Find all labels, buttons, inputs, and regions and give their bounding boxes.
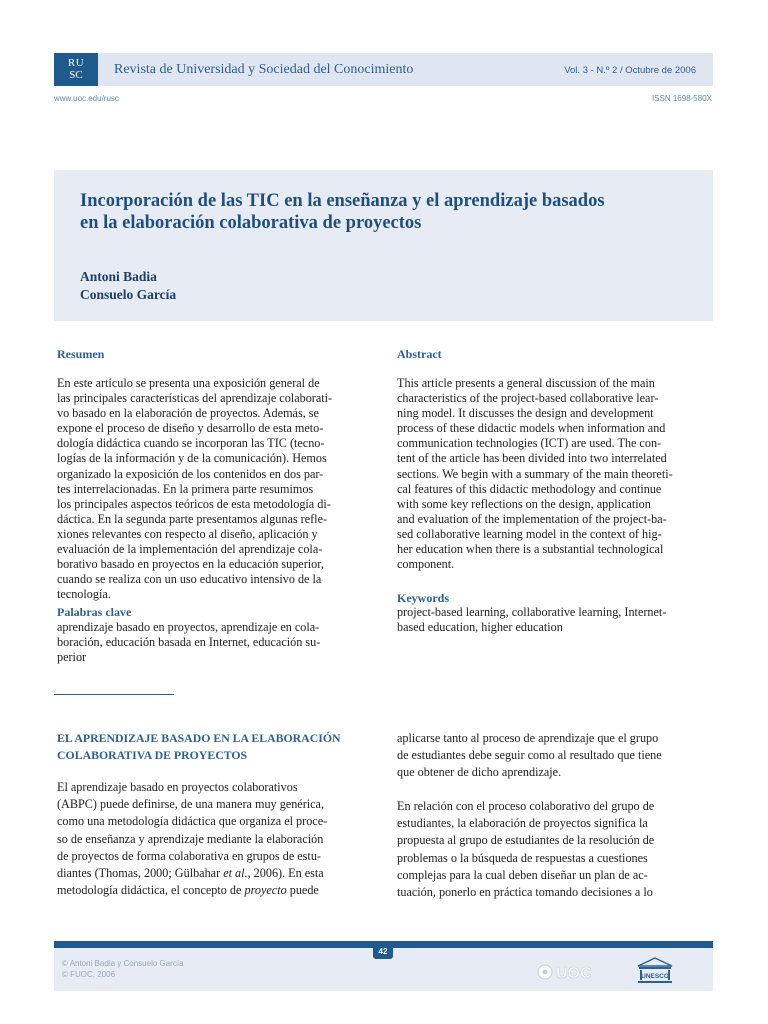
article-title — [80, 190, 700, 234]
text-line: como una metodología didáctica que organiza el proce- — [57, 814, 328, 829]
text-line: complejas para la cual deben diseñar un plan de ac- — [397, 867, 648, 882]
issn-label: ISSN 1698-580X — [651, 94, 712, 103]
palabras-clave-heading: Palabras clave — [57, 605, 132, 619]
article-title-line: Incorporación de las TIC en la enseñanza y el aprendizaje basados — [80, 191, 605, 211]
text-line: de estudiantes debe seguir como al resultado que tiene — [397, 748, 662, 763]
journal-logo — [54, 53, 98, 86]
section-title-line: EL APRENDIZAJE BASADO EN LA ELABORACIÓN — [57, 731, 341, 745]
text-line: tent of the article has been divided into two interrelated — [397, 451, 667, 466]
text-line: diantes (Thomas, 2000; Gülbahar et al., 2006). En esta — [57, 866, 324, 881]
body-right-paragraph — [397, 798, 654, 901]
volume-info: Vol. 3 - N.º 2 / Octubre de 2006 — [564, 65, 696, 76]
text-line: tes interrelacionadas. En la primera parte resumimos — [57, 481, 314, 496]
unesco-temple-icon — [636, 957, 674, 985]
text-line: This article presents a general discussion of the main — [397, 376, 655, 390]
logo-top-text: RU — [67, 57, 85, 69]
section-title — [57, 730, 341, 764]
text-line: xiones relevantes con respecto al diseño, aplicación y — [57, 526, 318, 541]
text-line: sections. We begin with a summary of the main theoreti- — [397, 466, 673, 481]
text-line: expone el proceso de diseño y desarrollo de esta meto- — [57, 421, 324, 436]
text-line: tuación, ponerlo en práctica tomando decisiones a lo — [397, 885, 653, 900]
text-line: dáctica. En la segunda parte presentamos algunas refle- — [57, 511, 328, 526]
text-line: dología didáctica cuando se incorporan las TIC (tecno- — [57, 436, 325, 451]
author-name: Antoni Badia — [80, 269, 157, 284]
text-line: process of these didactic models when information and — [397, 421, 666, 436]
text-line: ning model. It discusses the design and development — [397, 406, 654, 421]
author-list — [80, 268, 176, 304]
text-line: borativo basado en proyectos en la educación superior, — [57, 557, 324, 572]
palabras-clave-text — [57, 620, 373, 665]
text-line: with some key reflections on the design, application — [397, 496, 651, 511]
abstract-heading: Abstract — [397, 347, 442, 361]
resumen-heading: Resumen — [57, 347, 105, 361]
text-line: based education, higher education — [397, 620, 563, 635]
text-line: El aprendizaje basado en proyectos colaborativos — [57, 780, 298, 794]
text-line: las principales características del aprendizaje colaborati- — [57, 391, 333, 406]
journal-title: Revista de Universidad y Sociedad del Conocimiento — [114, 62, 414, 77]
text-line: problemas o la búsqueda de respuestas a cuestiones — [397, 850, 648, 865]
uoc-logo-icon — [537, 962, 607, 982]
body-left-paragraph — [57, 779, 327, 899]
article-title-line: en la elaboración colaborativa de proyectos — [80, 213, 422, 233]
text-line: propuesta al grupo de estudiantes de la resolución de — [397, 833, 655, 848]
text-line: aplicarse tanto al proceso de aprendizaje que el grupo — [397, 731, 659, 745]
text-line: component. — [397, 557, 455, 572]
text-line: los principales aspectos teóricos de esta metodología di- — [57, 496, 331, 511]
text-line: perior — [57, 650, 87, 665]
text-line: (ABPC) puede definirse, de una manera muy genérica, — [57, 797, 325, 812]
abstract-text — [397, 376, 713, 572]
text-line: sed collaborative learning model in the context of hig- — [397, 526, 662, 541]
text-line: so de enseñanza y aprendizaje mediante la elaboración — [57, 831, 324, 846]
text-line: aprendizaje basado en proyectos, aprendizaje en cola- — [57, 620, 320, 634]
text-line: estudiantes, la elaboración de proyectos significa la — [397, 816, 648, 831]
author-name: Consuelo García — [80, 287, 177, 302]
uoc-logo — [537, 962, 607, 987]
text-line: metodología didáctica, el concepto de proyecto puede — [57, 883, 319, 898]
text-line: tecnología. — [57, 587, 111, 602]
text-line: project-based learning, collaborative learning, Internet- — [397, 605, 667, 619]
text-line: evaluación de la implementación del aprendizaje cola- — [57, 542, 323, 557]
resumen-text — [57, 376, 373, 602]
footer-authors: © Antoni Badia y Consuelo García — [62, 959, 184, 968]
footer-copyright: © FUOC, 2006 — [62, 970, 116, 979]
logo-bottom-text: SC — [69, 69, 83, 81]
site-url-link[interactable]: www.uoc.edu/rusc — [54, 94, 119, 103]
text-line: organizado la exposición de los contenidos en dos par- — [57, 466, 324, 481]
text-line: En relación con el proceso colaborativo del grupo de — [397, 799, 655, 813]
text-line: de proyectos de forma colaborativa en grupos de estu- — [57, 848, 321, 863]
text-line: her education when there is a substantial technological — [397, 542, 664, 557]
text-line: communication technologies (ICT) are used. The con- — [397, 436, 662, 451]
page-number: 42 — [373, 945, 393, 959]
text-line: cal features of this didactic methodology and continue — [397, 481, 662, 496]
text-line: logías de la información y de la comunicación). Hemos — [57, 451, 327, 466]
keywords-heading: Keywords — [397, 591, 449, 605]
keywords-text — [397, 605, 713, 635]
text-line: characteristics of the project-based collaborative lear- — [397, 391, 659, 406]
section-title-line: COLABORATIVA DE PROYECTOS — [57, 748, 248, 762]
unesco-text: UNESCO — [641, 973, 669, 980]
text-line: que obtener de dicho aprendizaje. — [397, 765, 562, 780]
text-line: and evaluation of the implementation of the project-ba- — [397, 511, 667, 526]
text-line: cuando se realiza con un uso educativo intensivo de la — [57, 572, 322, 587]
section-divider — [54, 694, 174, 695]
uoc-logo-text: UOC — [556, 965, 592, 982]
body-right-paragraph — [397, 730, 662, 782]
unesco-logo — [636, 957, 674, 990]
text-line: boración, educación basada en Internet, educación su- — [57, 635, 321, 650]
text-line: En este artículo se presenta una exposición general de — [57, 376, 320, 390]
text-line: vo basado en la elaboración de proyectos. Además, se — [57, 406, 319, 421]
